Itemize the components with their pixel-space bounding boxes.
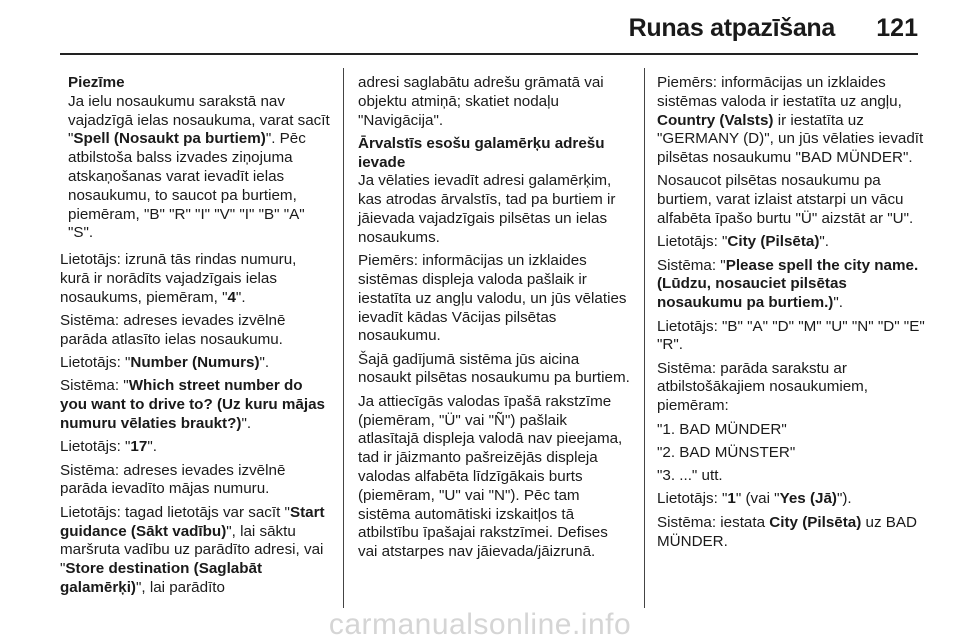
list-item: "3. ..." utt. — [657, 467, 723, 485]
paragraph: Ja vēlaties ievadīt adresi galamērķim, kas atrodas ārvalstīs, tad pa burtiem ir jāievada vajadzīgais pilsētas un ielas nosaukums. — [358, 172, 616, 246]
footer-watermark — [0, 608, 960, 642]
paragraph: Piemērs: informācijas un izklaides sistēmas valoda ir iestatīta uz angļu, Country (Valsts) ir iestatīta uz "GERMANY (D)", un jūs vēlaties ievadīt pilsētas nosaukumu "BAD MÜNDER". — [657, 74, 924, 167]
paragraph: Lietotājs: izrunā tās rindas numuru, kurā ir norādīts vajadzīgais ielas nosaukums, piemēram, "4". — [60, 251, 297, 306]
column-right — [657, 74, 925, 556]
paragraph: Šajā gadījumā sistēma jūs aicina nosaukt pilsētas nosaukumu pa burtiem. — [358, 350, 630, 387]
column-divider-1 — [343, 68, 344, 608]
paragraph: Lietotājs: "Number (Numurs)". — [60, 354, 270, 372]
subheading: Ārvalstīs esošu galamērķu adrešu ievade — [358, 134, 605, 171]
section-title: Runas atpazīšana — [628, 14, 835, 42]
watermark-text: carmanualsonline.info — [328, 608, 632, 641]
note-box — [68, 74, 330, 243]
column-left — [60, 74, 330, 602]
paragraph: Lietotājs: tagad lietotājs var sacīt "Start guidance (Sākt vadību)", lai sāktu maršruta vadību uz parādīto adresi, vai "Store destination (Saglabāt galamērķi)", lai parādīto — [60, 503, 325, 596]
paragraph: Sistēma: parāda sarakstu ar atbilstošākajiem nosaukumiem, piemēram: — [657, 359, 869, 415]
paragraph: Piemērs: informācijas un izklaides sistēmas displeja valoda pašlaik ir iestatīta uz angļu valodu, un jūs vēlaties ievadīt kādas Vācijas pilsētas nosaukumu. — [358, 252, 627, 345]
note-heading: Piezīme — [68, 74, 125, 91]
paragraph: Ja attiecīgās valodas īpašā rakstzīme (piemēram, "Ü" vai "Ñ") pašlaik atlasītajā displeja valodā nav pieejama, tad ir jāizmanto pašreizējās displeja valodas alfabēta līdzīgākais burts (piemēram, "U" vai "N"). Pēc tam sistēma automātiski izskaitļos tā atbilstību īpašajai rakstzīmei. Defises vai atstarpes nav jāievada/jāizrunā. — [358, 392, 623, 561]
paragraph: Lietotājs: "B" "A" "D" "M" "U" "N" "D" "E" "R". — [657, 317, 925, 354]
paragraph: Lietotājs: "1" (vai "Yes (Jā)"). — [657, 490, 852, 508]
column-divider-2 — [644, 68, 645, 608]
column-middle — [358, 74, 630, 566]
paragraph: Sistēma: adreses ievades izvēlnē parāda atlasīto ielas nosaukumu. — [60, 312, 286, 348]
paragraph: Lietotājs: "City (Pilsēta)". — [657, 233, 830, 251]
paragraph: Nosaucot pilsētas nosaukumu pa burtiem, varat izlaist atstarpi un vācu alfabēta īpašo burtu "Ü" aizstāt ar "U". — [657, 172, 914, 228]
paragraph: Sistēma: "Which street number do you want to drive to? (Uz kuru mājas numuru vēlaties braukt?)". — [60, 377, 325, 433]
paragraph: Sistēma: iestata City (Pilsēta) uz BAD MÜNDER. — [657, 513, 917, 550]
paragraph: Lietotājs: "17". — [60, 438, 157, 456]
list-item: "1. BAD MÜNDER" — [657, 420, 787, 438]
list-item: "2. BAD MÜNSTER" — [657, 443, 796, 461]
paragraph: Sistēma: "Please spell the city name. (Lūdzu, nosauciet pilsētas nosaukumu pa burtiem.)". — [657, 256, 919, 312]
page-header — [0, 0, 960, 62]
page-number: 121 — [876, 14, 918, 42]
note-text: Ja ielu nosaukumu sarakstā nav vajadzīgā ielas nosaukuma, varat sacīt "Spell (Nosaukt pa burtiem)". Pēc atbilstoša balss izvades ziņojuma atskaņošanas varat ievadīt ielas nosaukumu, to saucot pa burtiem, piemēram, "B" "R" "I" "V" "I" "B" "A" "S". — [68, 92, 330, 242]
paragraph: Sistēma: adreses ievades izvēlnē parāda ievadīto mājas numuru. — [60, 461, 286, 498]
paragraph: adresi saglabātu adrešu grāmatā vai objektu atmiņā; skatiet nodaļu "Navigācija". — [358, 74, 604, 129]
header-rule — [60, 53, 918, 55]
